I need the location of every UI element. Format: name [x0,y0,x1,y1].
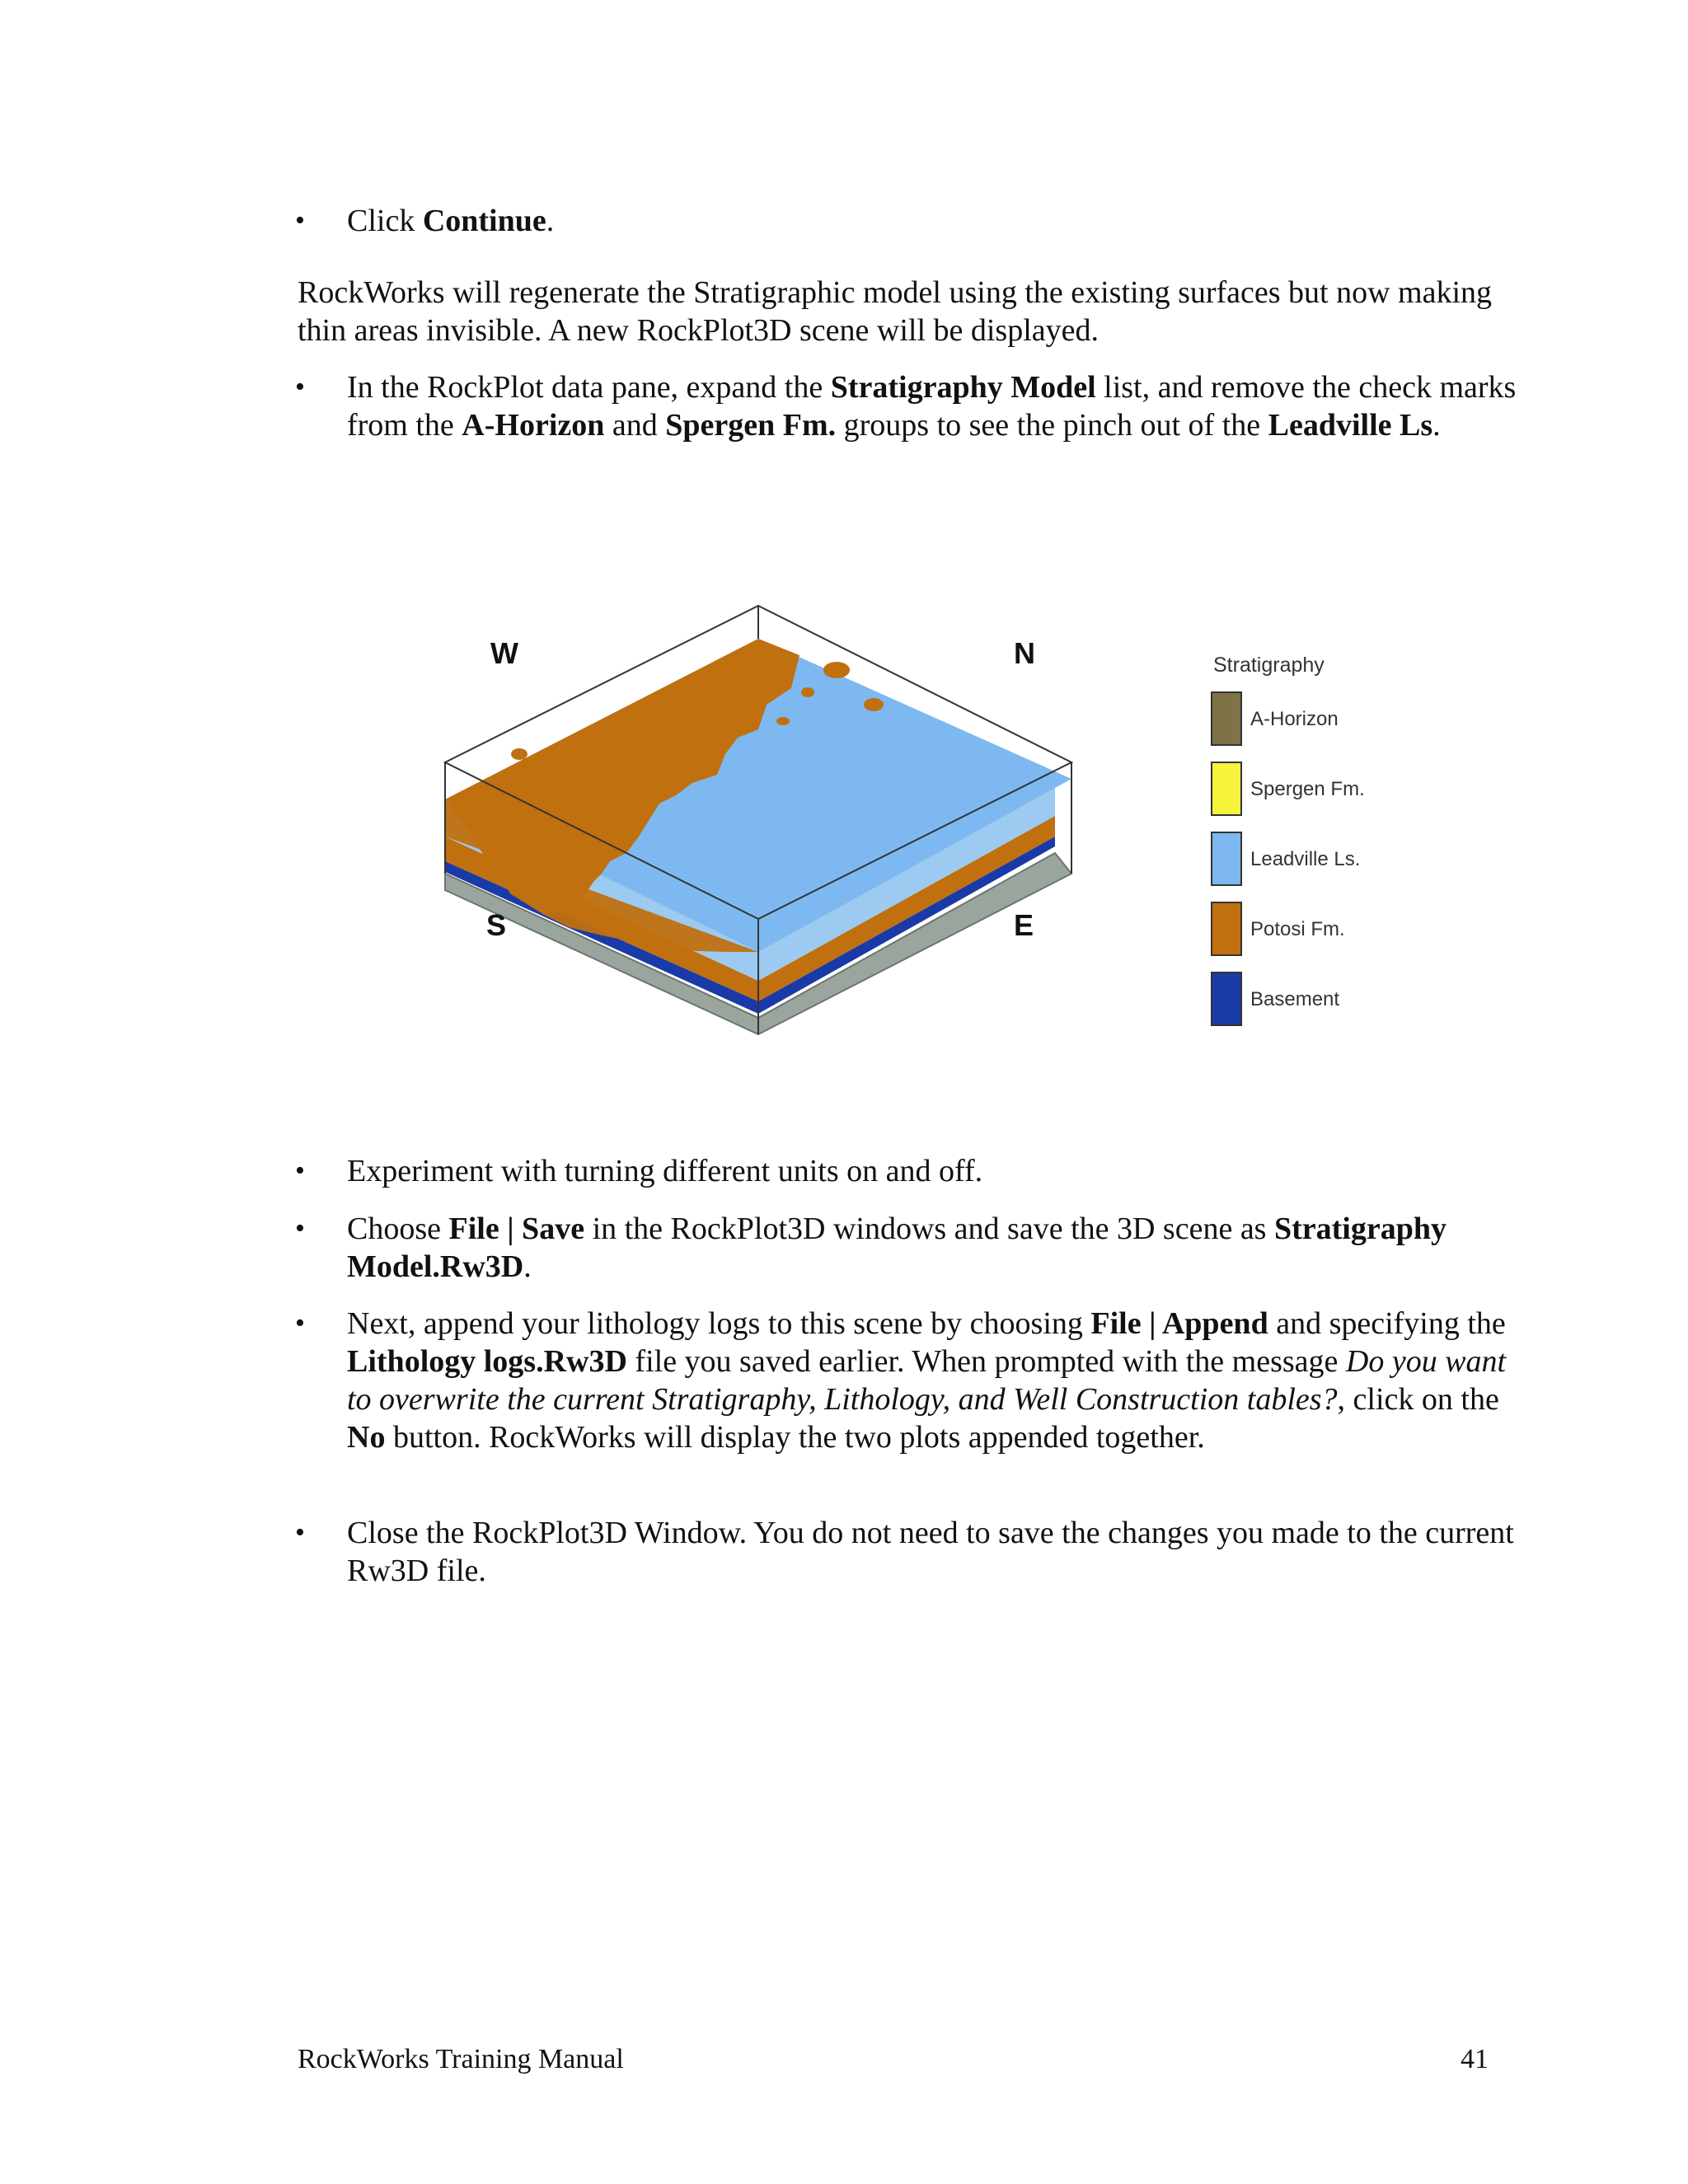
island-1 [823,662,850,678]
bullet-marker: • [295,1213,305,1244]
bullet-click-continue: Click Continue. [347,204,555,238]
bullet-close-window: Close the RockPlot3D Window. You do not need to save the changes you made to the current Rw3D file. [347,1516,1514,1588]
legend-items [1212,692,1365,1025]
bullet-marker: • [295,1155,305,1186]
island-2 [864,698,884,711]
bullet-experiment: Experiment with turning different units on and off. [347,1154,983,1188]
stratigraphy-model-figure [412,589,1401,1051]
bullet-file-save: Choose File | Save in the RockPlot3D windows and save the 3D scene as Stratigraphy Model.Rw3D. [347,1212,1447,1284]
legend-label: Leadville Ls. [1250,848,1361,870]
legend-label: Potosi Fm. [1250,918,1345,940]
legend-swatch [1212,972,1241,1025]
legend-swatch [1212,902,1241,955]
bullet-marker: • [295,1517,305,1548]
stratigraphy-3d-plot [412,589,1401,1051]
legend-swatch [1212,762,1241,815]
bullet-marker: • [295,372,305,402]
legend-swatch [1212,832,1241,885]
legend-label: A-Horizon [1250,708,1339,730]
legend-label: Basement [1250,988,1340,1010]
bullet-file-append: Next, append your lithology logs to this scene by choosing File | Append and specifying the Lithology logs.Rw3D file you saved earlier. When prompted with the message Do you want to overwrite the current Stratigraphy, Lithology, and Well Construction tables?, click on the No button. RockWorks will display the two plots appended together. [347,1306,1507,1455]
page-number: 41 [1461,2044,1489,2074]
compass-n: N [1014,636,1035,670]
island-6 [523,759,549,774]
legend-swatch [1212,692,1241,745]
bullet-marker: • [295,205,305,236]
island-7 [776,717,790,725]
legend-label: Spergen Fm. [1250,778,1365,800]
bullet-marker: • [295,1308,305,1338]
paragraph-regenerate: RockWorks will regenerate the Stratigraphic model using the existing surfaces but now making thin areas invisible. A new RockPlot3D scene will be displayed. [298,275,1493,348]
compass-s: S [486,908,507,942]
compass-w: W [490,636,518,670]
bullet-expand-stratigraphy: In the RockPlot data pane, expand the Stratigraphy Model list, and remove the check marks from the A-Horizon and Spergen Fm. groups to see the pinch out of the Leadville Ls. [347,370,1517,443]
footer-title: RockWorks Training Manual [298,2044,624,2074]
island-3 [801,687,814,697]
compass-e: E [1014,908,1034,942]
island-5 [511,748,528,760]
legend-title: Stratigraphy [1213,654,1325,677]
